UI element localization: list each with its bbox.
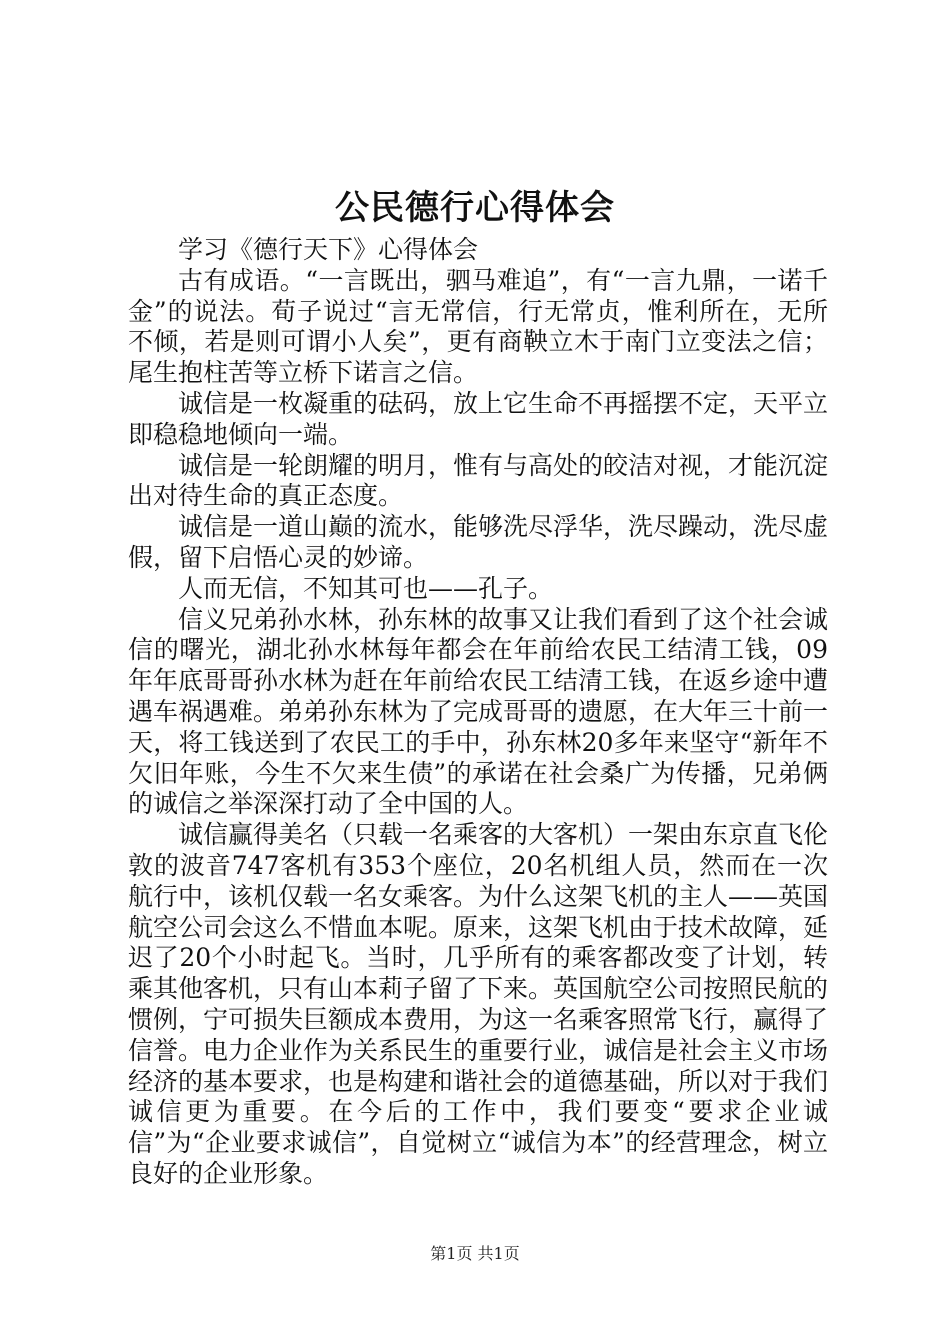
document-title: 公民德行心得体会 [335, 188, 615, 228]
body-paragraph: 人而无信，不知其可也——孔子。 [178, 573, 554, 603]
body-paragraph: 信义兄弟孙水林，孙东林的故事又让我们看到了这个社会诚信的曙光，湖北孙水林每年都会在年前给农民工结清工钱，09年年底哥哥孙水林为赶在年前给农民工结清工钱，在返乡途中遭遇车祸遇难。弟弟孙东林为了完成哥哥的遗愿，在大年三十前一天，将工钱送到了农民工的手中，孙东林20多年来坚守“新年不欠旧年账，今生不欠来生债”的承诺在社会桑广为传播，兄弟俩的诚信之举深深打动了全中国的人。 [128, 604, 829, 819]
body-paragraph: 诚信是一轮朗耀的明月，惟有与高处的皎洁对视，才能沉淀出对待生命的真正态度。 [128, 450, 829, 511]
body-paragraph: 诚信赢得美名（只载一名乘客的大客机）一架由东京直飞伦敦的波音747客机有353个座位，20名机组人员，然而在一次航行中，该机仅载一名女乘客。为什么这架飞机的主人——英国航空公司会这么不惜血本呢。原来，这架飞机由于技术故障，延迟了20个小时起飞。当时，几乎所有的乘客都改变了计划，转乘其他客机，只有山本莉子留了下来。英国航空公司按照民航的惯例，宁可损失巨额成本费用，为这一名乘客照常飞行，赢得了信誉。电力企业作为关系民生的重要行业，诚信是社会主义市场经济的基本要求，也是构建和谐社会的道德基础，所以对于我们诚信更为重要。在今后的工作中，我们要变“要求企业诚信”为“企业要求诚信”，自觉树立“诚信为本”的经营理念，树立良好的企业形象。 [128, 820, 829, 1188]
body-paragraph: 诚信是一枚凝重的砝码，放上它生命不再摇摆不定，天平立即稳稳地倾向一端。 [128, 388, 829, 449]
body-paragraph: 诚信是一道山巅的流水，能够洗尽浮华，洗尽躁动，洗尽虚假，留下启悟心灵的妙谛。 [128, 512, 829, 572]
body-paragraph: 古有成语。“一言既出，驷马难追”，有“一言九鼎，一诺千金”的说法。荀子说过“言无常信，行无常贞，惟利所在，无所不倾，若是则可谓小人矣”，更有商鞅立木于南门立变法之信；尾生抱柱苦等立桥下诺言之信。 [128, 265, 828, 388]
document-body [128, 235, 828, 1190]
subtitle-paragraph: 学习《德行天下》心得体会 [178, 235, 479, 264]
page-footer: 第1页 共1页 [430, 1244, 520, 1263]
